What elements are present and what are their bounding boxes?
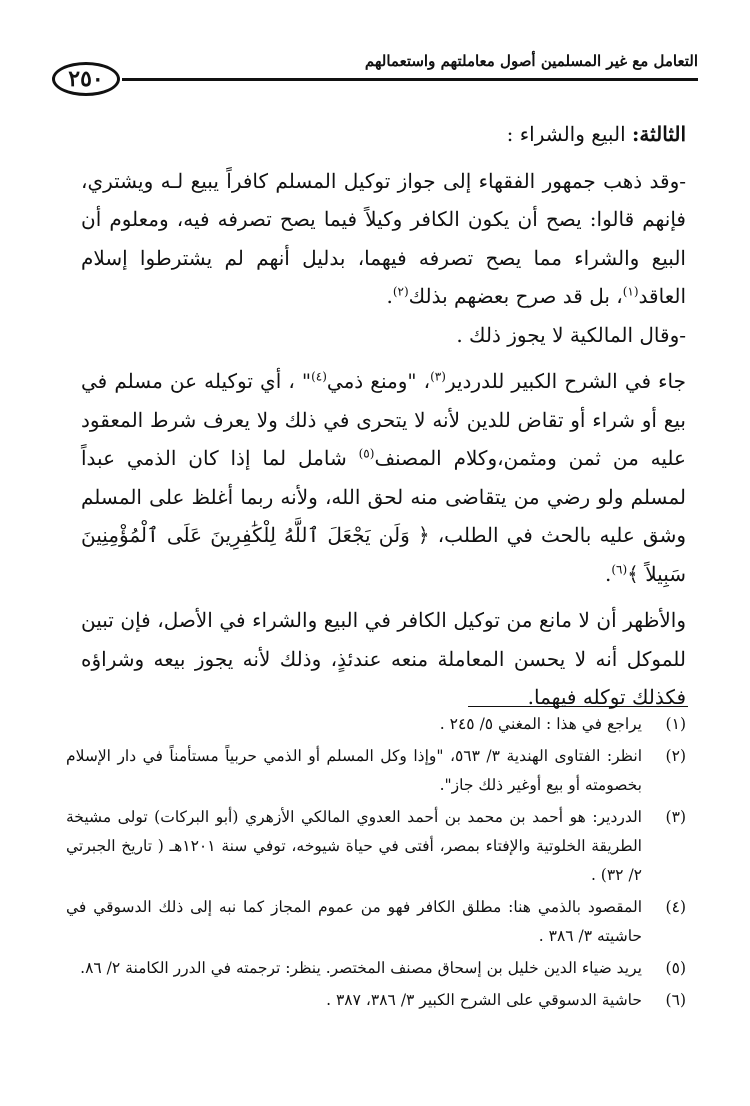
footnote-number: (٦)	[665, 991, 686, 1009]
footnote-number: (١)	[665, 715, 686, 733]
section-heading	[81, 115, 686, 154]
footnote-text: يراجع في هذا : المغني ٥/ ٢٤٥ .	[439, 715, 642, 733]
page-number: ٢٥٠	[52, 62, 120, 96]
footnote-ref: (٦)	[611, 561, 628, 576]
footnote-text: يريد ضياء الدين خليل بن إسحاق مصنف المختصر. ينظر: ترجمته في الدرر الكامنة ٢/ ٨٦.	[80, 959, 642, 977]
footnote	[66, 803, 686, 890]
footnote-number: (٢)	[665, 747, 686, 765]
header-rule	[122, 78, 698, 81]
footnote-ref: (٥)	[358, 446, 375, 461]
footnote-text: حاشية الدسوقي على الشرح الكبير ٣/ ٣٨٦، ٣٨٧ .	[326, 991, 642, 1009]
footnotes	[66, 710, 686, 1018]
main-text	[81, 115, 686, 717]
paragraph-1: -وقد ذهب جمهور الفقهاء إلى جواز توكيل المسلم كافراً يبيع لـه ويشتري، فإنهم قالوا: يصح أن يكون الكافر وكيلاً فيما يصح تصرفه فيه، ومعلوم أن البيع والشراء مما يصح تصرفه فيهما، بدليل أنهم لم يشترطوا إسلام العاقد$^{(١)}$، بل قد صرح بعضهم بذلك$^{(٢)}$.	[81, 168, 686, 308]
footnote	[66, 986, 686, 1015]
footnote-number: (٤)	[665, 898, 686, 916]
footnote-text: انظر: الفتاوى الهندية ٣/ ٥٦٣، "وإذا وكل المسلم أو الذمي حربياً مستأمناً في دار الإسلام بخصومته أو بيع أوغير ذلك جاز".	[66, 747, 643, 794]
footnote	[66, 893, 686, 951]
footnote-ref: (٤)	[311, 369, 327, 384]
footnote-ref: (١)	[622, 284, 639, 299]
footnote	[66, 742, 686, 800]
section-label: الثالثة:	[631, 122, 686, 146]
footnote-ref: (٣)	[430, 369, 446, 384]
footnote-number: (٣)	[665, 808, 686, 826]
paragraph-4: والأظهر أن لا مانع من توكيل الكافر في البيع والشراء في الأصل، فإن تبين للموكل أنه لا يحسن المعاملة منعه عندئذٍ، وذلك لأنه يجوز بيعه وشراؤه فكذلك توكله فيهما.	[81, 608, 686, 709]
footnote-ref: (٢)	[392, 284, 409, 299]
footnote-text: المقصود بالذمي هنا: مطلق الكافر فهو من عموم المجاز كما نبه إلى ذلك الدسوقي في حاشيته ٣/ ٣٨٦ .	[66, 898, 642, 945]
paragraph-2: -وقال المالكية لا يجوز ذلك .	[456, 322, 686, 347]
footnote-number: (٥)	[665, 959, 686, 977]
footnote	[66, 954, 686, 983]
page-header	[52, 40, 698, 100]
footnote-separator	[468, 706, 688, 707]
section-title: البيع والشراء :	[506, 122, 626, 146]
footnote-text: الدردير: هو أحمد بن محمد بن أحمد العدوي المالكي الأزهري (أبو البركات) تولى مشيخة الطريقة الخلوتية والإفتاء بمصر، أفتى في حياة شيوخه، توفي سنة ١٢٠١هـ ( تاريخ الجبرتي ٢/ ٣٢) .	[66, 808, 642, 884]
footnote	[66, 710, 686, 739]
paragraph-3: جاء في الشرح الكبير للدردير$^{(٣)}$، "ومنع ذمي$^{(٤)}$" ، أي توكيله عن مسلم في بيع أو شراء أو تقاض للدين لأنه لا يتحرى في ذلك ولا يعرف شرط المعقود عليه من ثمن ومثمن،وكلام المصنف$^{(٥)}$ شامل لما إذا كان الذمي عبداً لمسلم ولو رضي من يتقاضى منه لحق الله، ولأنه ربما أغلظ على المسلم وشق عليه بالحث في الطلب، ﴿ وَلَن يَجْعَلَ ٱللَّهُ لِلْكَٰفِرِينَ عَلَى ٱلْمُؤْمِنِينَ سَبِيلاً ﴾$^{(٦)}$.	[81, 369, 687, 586]
running-title: التعامل مع غير المسلمين أصول معاملتهم واستعمالهم	[364, 52, 698, 70]
